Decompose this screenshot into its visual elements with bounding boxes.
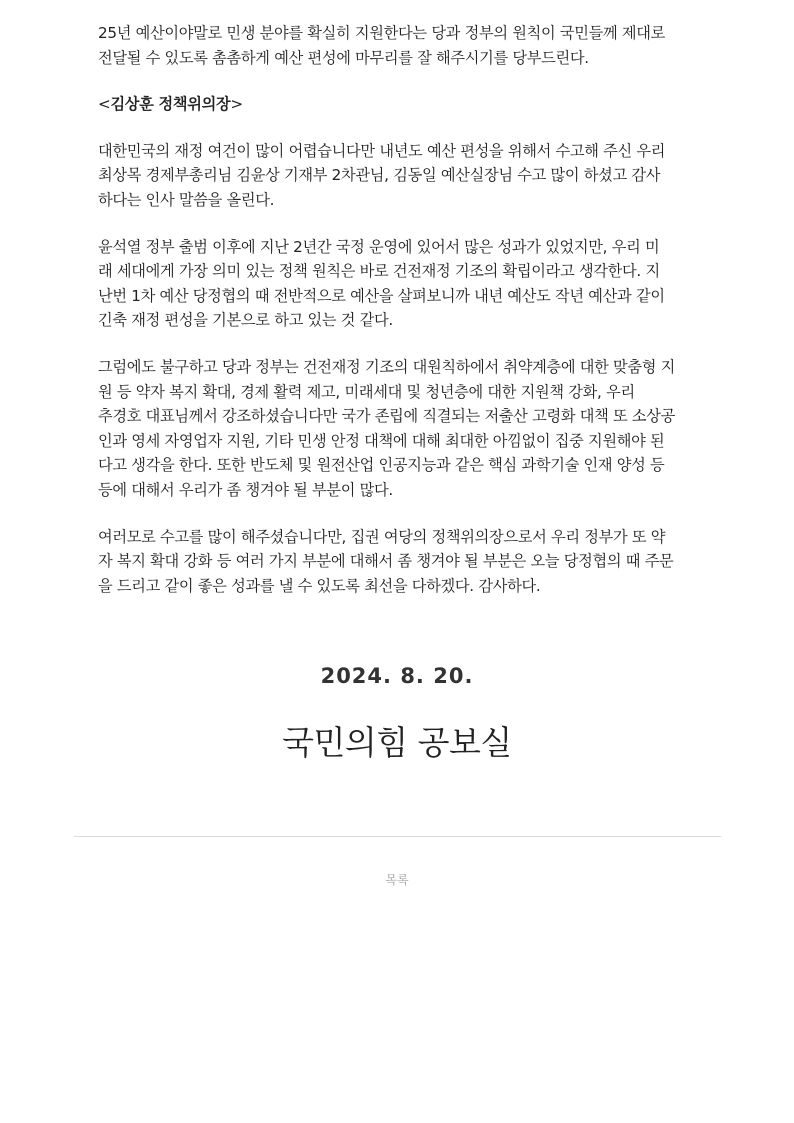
article-body <box>98 21 698 620</box>
article-paragraph-thanks: 대한민국의 재정 여건이 많이 어렵습니다만 내년도 예산 편성을 위해서 수고해 주신 우리 최상목 경제부총리님 김윤상 기재부 2차관님, 김동일 예산실장님 수고 많이 하셨고 감사 하다는 인사 말씀을 올린다. <box>98 141 666 209</box>
footer-divider <box>74 836 721 837</box>
speaker-bracket-close: > <box>230 95 243 114</box>
speaker-bracket-open: < <box>98 95 111 114</box>
article-paragraph-closing: 여러모로 수고를 많이 해주셨습니다만, 집권 여당의 정책위의장으로서 우리 정부가 또 약 자 복지 확대 강화 등 여러 가지 부분에 대해서 좀 챙겨야 될 부분은 오늘 당정협의 때 주문 을 드리고 같이 좋은 성과를 낼 수 있도록 최선을 다하겠다. 감사하다. <box>98 527 674 595</box>
article-paragraph-support-measures: 그럼에도 불구하고 당과 정부는 건전재정 기조의 대원칙하에서 취약계층에 대한 맞춤형 지 원 등 약자 복지 확대, 경제 활력 제고, 미래세대 및 청년층에 대한 지원책 강화, 우리 추경호 대표님께서 강조하셨습니다만 국가 존립에 직결되는 저출산 고령화 대책 또 소상공 인과 영세 자영업자 지원, 기타 민생 안정 대책에 대해 최대한 아낌없이 집중 지원해야 된 다고 생각을 한다. 또한 반도체 및 원전산업 인공지능과 같은 핵심 과학기술 인재 양성 등 등에 대해서 우리가 좀 챙겨야 될 부분이 많다. <box>98 357 676 499</box>
speaker-heading <box>98 92 698 117</box>
speaker-name: 김상훈 정책위의장 <box>110 95 231 114</box>
release-date: 2024. 8. 20. <box>320 664 474 688</box>
article-paragraph-intro: 25년 예산이야말로 민생 분야를 확실히 지원한다는 당과 정부의 원칙이 국민들께 제대로 전달될 수 있도록 촘촘하게 예산 편성에 마무리를 잘 해주시기를 당부드린다. <box>98 24 665 67</box>
issuing-office: 국민의힘 공보실 <box>282 723 512 762</box>
back-to-list-link[interactable]: 목록 <box>385 873 409 887</box>
article-paragraph-fiscal-policy: 윤석열 정부 출범 이후에 지난 2년간 국정 운영에 있어서 많은 성과가 있었지만, 우리 미 래 세대에게 가장 의미 있는 정책 원칙은 바로 건전재정 기조의 확립이라고 생각한다. 지 난번 1차 예산 당정협의 때 전반적으로 예산을 살펴보니까 내년 예산도 작년 예산과 같이 긴축 재정 편성을 기본으로 하고 있는 것 같다. <box>98 237 665 330</box>
